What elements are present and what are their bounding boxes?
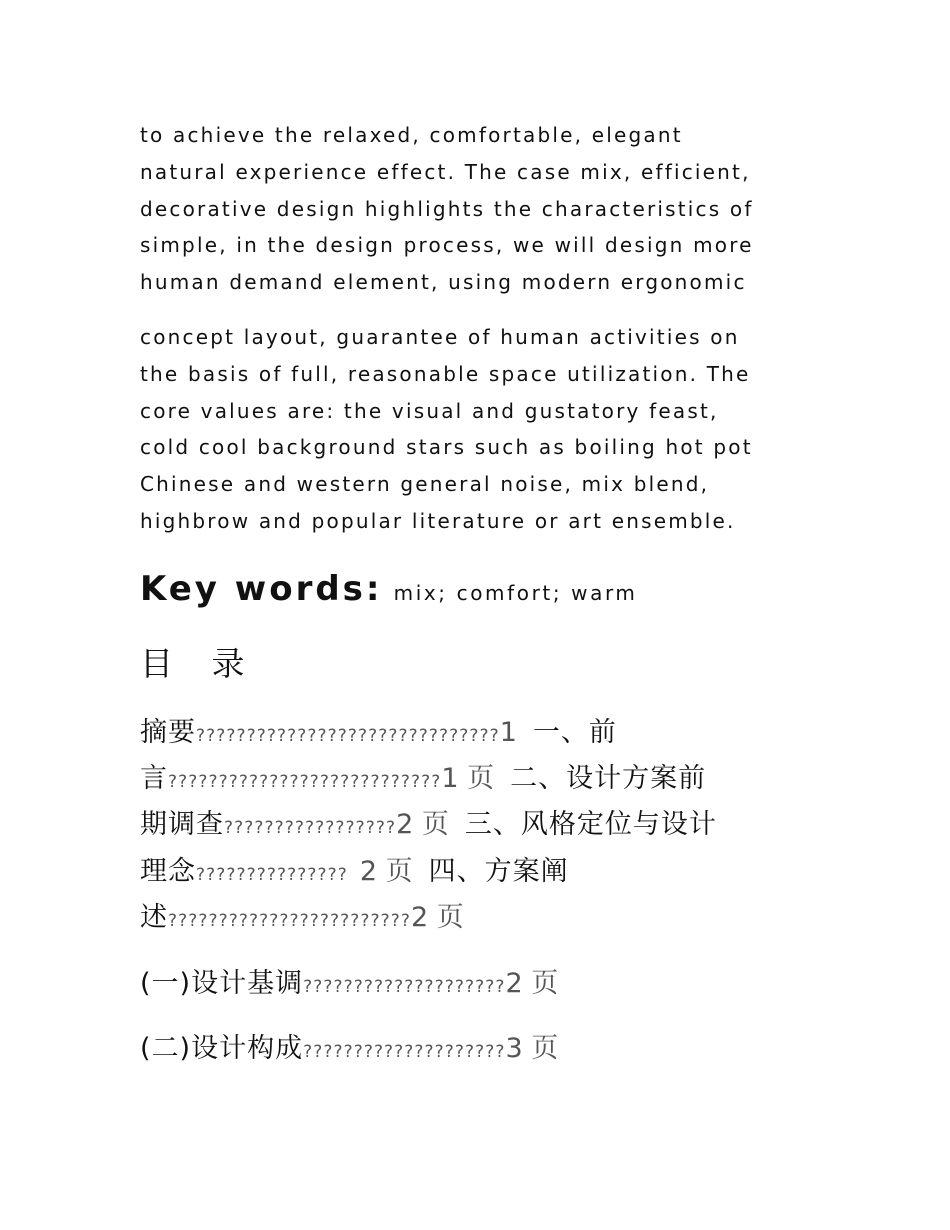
toc-page-number: 3 页 bbox=[505, 1033, 559, 1064]
abstract-line: to achieve the relaxed, comfortable, elegant bbox=[140, 123, 683, 147]
abstract-line: simple, in the design process, we will design more bbox=[140, 233, 754, 258]
abstract-line: concept layout, guarantee of human activities on bbox=[140, 325, 740, 349]
toc-entry-title: 期调查 bbox=[140, 809, 224, 840]
toc-entry-title: 言 bbox=[140, 763, 168, 794]
toc-page-number: 1 bbox=[499, 717, 517, 748]
toc-entry-title: 一、前 bbox=[532, 717, 617, 748]
toc-entry-title: 理念 bbox=[140, 856, 196, 887]
toc-page-number: 2 页 bbox=[396, 809, 449, 840]
toc-entry bbox=[140, 756, 706, 802]
toc-entry-title: 述 bbox=[140, 902, 168, 933]
toc-entry bbox=[140, 895, 464, 941]
abstract-line: core values are: the visual and gustatory feast, bbox=[140, 398, 719, 423]
abstract-line: human demand element, using modern ergonomic bbox=[140, 270, 747, 295]
keywords-line bbox=[140, 566, 638, 618]
toc-entry-title: 摘要 bbox=[140, 717, 196, 748]
abstract-line: natural experience effect. The case mix, efficient, bbox=[140, 159, 751, 184]
toc-page-number: 1 页 bbox=[441, 763, 495, 794]
toc-entry bbox=[140, 1026, 558, 1072]
toc-page-number: 2 页 bbox=[359, 856, 413, 887]
abstract-line: the basis of full, reasonable space utilization. The bbox=[140, 361, 751, 386]
keywords-label: Key words: bbox=[140, 569, 383, 609]
toc-entry-title: 二、设计方案前 bbox=[510, 763, 707, 794]
toc-entry-title: 四、方案阐 bbox=[428, 856, 569, 887]
toc-leader-dots: ??????????????? bbox=[196, 865, 348, 885]
abstract-line: decorative design highlights the characteristics of bbox=[140, 196, 754, 221]
toc-leader-dots: ??????????????????????????? bbox=[168, 772, 442, 792]
toc-heading: 目 录 bbox=[140, 644, 259, 683]
toc-entry-title: (二)设计构成 bbox=[140, 1033, 304, 1064]
toc-page-number: 2 页 bbox=[410, 902, 464, 933]
toc-leader-dots: ????????????????? bbox=[224, 818, 397, 838]
abstract-line: Chinese and western general noise, mix blend, bbox=[140, 472, 710, 497]
toc-entry-title: (一)设计基调 bbox=[140, 968, 304, 999]
toc-page-number: 2 页 bbox=[505, 968, 559, 999]
toc-leader-dots: ???????????????????? bbox=[303, 977, 506, 997]
toc-entry bbox=[140, 710, 617, 756]
toc-entry bbox=[140, 961, 558, 1007]
abstract-paragraph-1 bbox=[140, 117, 820, 301]
toc-leader-dots: ???????????????????? bbox=[303, 1042, 506, 1062]
abstract-line: highbrow and popular literature or art ensemble. bbox=[140, 508, 736, 533]
toc-entry-title: 三、风格定位与设计 bbox=[464, 809, 717, 840]
toc-leader-dots: ?????????????????????????????? bbox=[196, 726, 500, 746]
toc-entry bbox=[140, 849, 569, 895]
toc-entry bbox=[140, 802, 717, 848]
toc-leader-dots: ???????????????????????? bbox=[168, 911, 411, 931]
keywords-value: mix; comfort; warm bbox=[393, 581, 638, 605]
abstract-paragraph-2 bbox=[140, 319, 820, 540]
abstract-line: cold cool background stars such as boiling hot pot bbox=[140, 435, 753, 460]
